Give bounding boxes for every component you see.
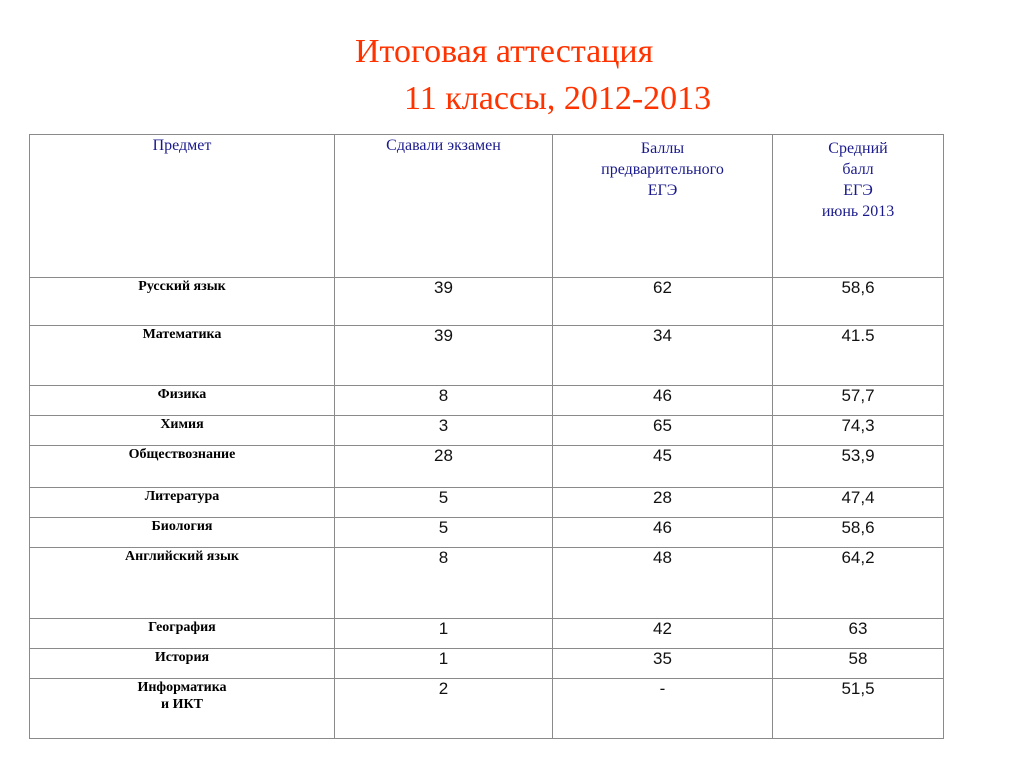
table-row bbox=[30, 619, 944, 649]
preliminary-score-cell: 48 bbox=[553, 548, 773, 619]
page-title-line-1: Итоговая аттестация bbox=[355, 33, 654, 70]
subject-cell bbox=[30, 548, 335, 619]
preliminary-score-cell: 28 bbox=[553, 488, 773, 518]
table-row bbox=[30, 278, 944, 326]
table-row bbox=[30, 488, 944, 518]
header-average-line-4: июнь 2013 bbox=[821, 203, 895, 220]
subject-name: Физика bbox=[157, 387, 207, 402]
subject-name: Английский язык bbox=[125, 549, 239, 564]
header-average-line-2: балл bbox=[842, 161, 874, 178]
preliminary-score-cell: 62 bbox=[553, 278, 773, 326]
header-average-score bbox=[773, 135, 944, 278]
average-score-cell: 47,4 bbox=[773, 488, 944, 518]
subject-cell bbox=[30, 278, 335, 326]
preliminary-score-cell: 46 bbox=[553, 518, 773, 548]
header-preliminary-line-1: Баллы bbox=[640, 140, 685, 157]
average-score-cell: 74,3 bbox=[773, 416, 944, 446]
header-subject bbox=[30, 135, 335, 278]
subject-name: Биология bbox=[151, 519, 213, 534]
subject-cell bbox=[30, 619, 335, 649]
header-subject-label: Предмет bbox=[152, 137, 212, 154]
took-exam-cell: 39 bbox=[335, 278, 553, 326]
subject-cell bbox=[30, 518, 335, 548]
table-row bbox=[30, 649, 944, 679]
header-average-line-1: Средний bbox=[828, 140, 888, 157]
preliminary-score-cell: 65 bbox=[553, 416, 773, 446]
subject-cell bbox=[30, 679, 335, 739]
table-row bbox=[30, 416, 944, 446]
took-exam-cell: 8 bbox=[335, 386, 553, 416]
subject-cell bbox=[30, 416, 335, 446]
subject-cell bbox=[30, 326, 335, 386]
table-row bbox=[30, 326, 944, 386]
header-preliminary-line-2: предварительного bbox=[601, 161, 724, 178]
took-exam-cell: 5 bbox=[335, 518, 553, 548]
results-table bbox=[29, 134, 944, 739]
preliminary-score-cell: 45 bbox=[553, 446, 773, 488]
average-score-cell: 41.5 bbox=[773, 326, 944, 386]
table-row bbox=[30, 446, 944, 488]
subject-cell bbox=[30, 488, 335, 518]
header-took-exam bbox=[335, 135, 553, 278]
took-exam-cell: 28 bbox=[335, 446, 553, 488]
preliminary-score-cell: 35 bbox=[553, 649, 773, 679]
average-score-cell: 63 bbox=[773, 619, 944, 649]
average-score-cell: 58,6 bbox=[773, 518, 944, 548]
subject-name: Литература bbox=[144, 489, 220, 504]
preliminary-score-cell: - bbox=[553, 679, 773, 739]
subject-name-line-2: и ИКТ bbox=[161, 697, 203, 712]
subject-cell bbox=[30, 649, 335, 679]
average-score-cell: 53,9 bbox=[773, 446, 944, 488]
took-exam-cell: 8 bbox=[335, 548, 553, 619]
header-preliminary-scores bbox=[553, 135, 773, 278]
subject-name: Химия bbox=[160, 417, 204, 432]
took-exam-cell: 2 bbox=[335, 679, 553, 739]
average-score-cell: 58 bbox=[773, 649, 944, 679]
took-exam-cell: 1 bbox=[335, 619, 553, 649]
subject-cell bbox=[30, 446, 335, 488]
page-title-line-2: 11 классы, 2012-2013 bbox=[404, 80, 712, 117]
table-row bbox=[30, 518, 944, 548]
subject-name: Русский язык bbox=[138, 279, 226, 294]
preliminary-score-cell: 34 bbox=[553, 326, 773, 386]
header-row bbox=[30, 135, 944, 278]
header-preliminary-line-3: ЕГЭ bbox=[647, 182, 678, 199]
average-score-cell: 58,6 bbox=[773, 278, 944, 326]
table-row bbox=[30, 548, 944, 619]
average-score-cell: 57,7 bbox=[773, 386, 944, 416]
took-exam-cell: 39 bbox=[335, 326, 553, 386]
subject-name: Математика bbox=[142, 327, 222, 342]
subject-name: История bbox=[154, 650, 210, 665]
preliminary-score-cell: 46 bbox=[553, 386, 773, 416]
took-exam-cell: 5 bbox=[335, 488, 553, 518]
table-row bbox=[30, 386, 944, 416]
average-score-cell: 64,2 bbox=[773, 548, 944, 619]
header-average-line-3: ЕГЭ bbox=[843, 182, 873, 199]
took-exam-cell: 1 bbox=[335, 649, 553, 679]
header-took-exam-label: Сдавали экзамен bbox=[386, 137, 501, 154]
average-score-cell: 51,5 bbox=[773, 679, 944, 739]
took-exam-cell: 3 bbox=[335, 416, 553, 446]
table-row bbox=[30, 679, 944, 739]
subject-cell bbox=[30, 386, 335, 416]
subject-name: География bbox=[148, 620, 216, 635]
subject-name: Обществознание bbox=[128, 447, 236, 462]
preliminary-score-cell: 42 bbox=[553, 619, 773, 649]
subject-name-line-1: Информатика bbox=[137, 680, 227, 695]
